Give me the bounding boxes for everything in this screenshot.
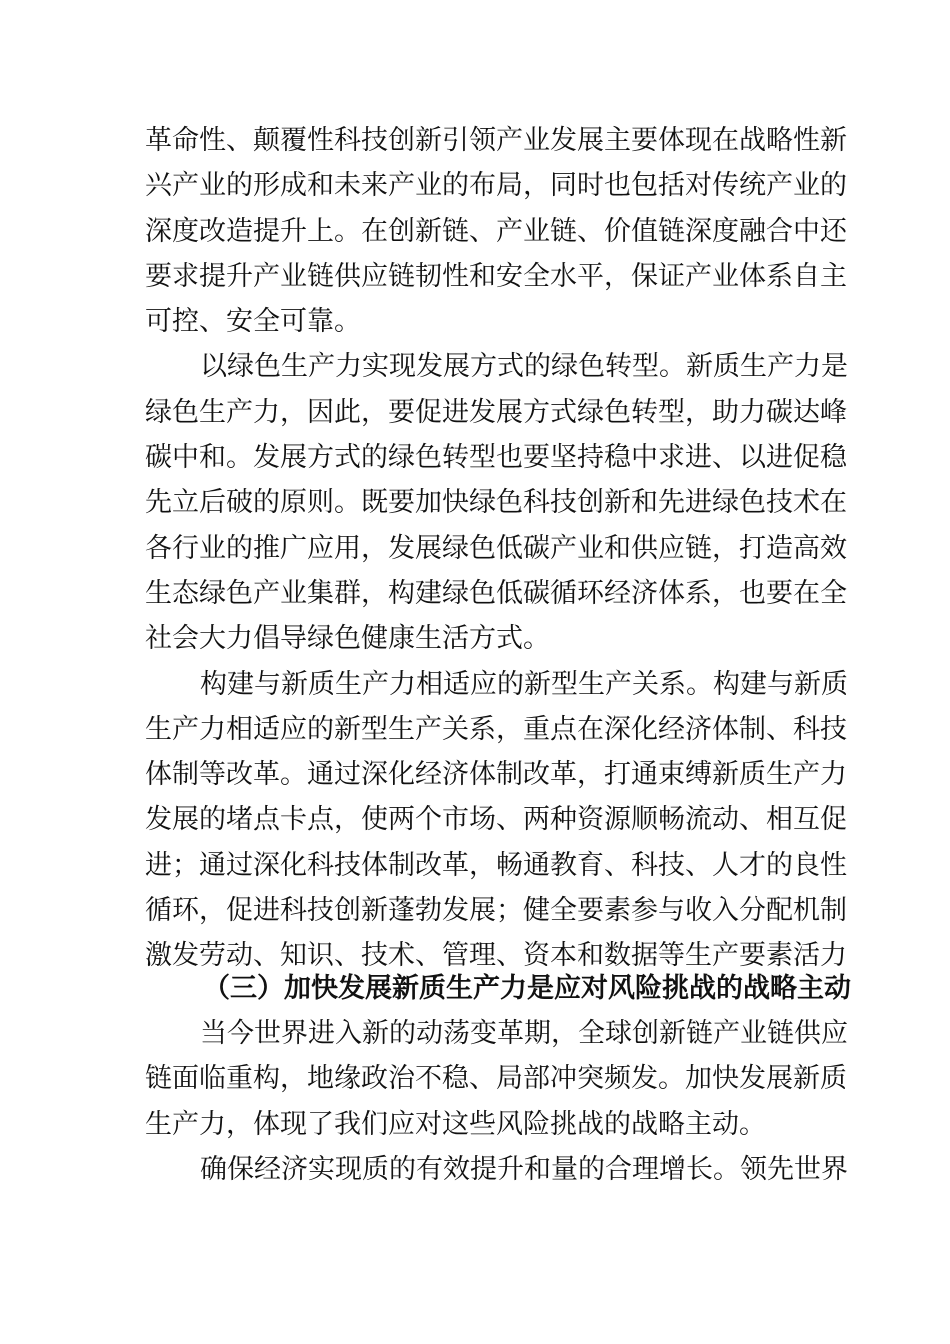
text-line: 要求提升产业链供应链韧性和安全水平，保证产业体系自主 xyxy=(145,260,847,292)
text-line: 生产力相适应的新型生产关系，重点在深化经济体制、科技 xyxy=(145,713,847,745)
text-line: 先立后破的原则。既要加快绿色科技创新和先进绿色技术在 xyxy=(145,487,847,519)
document-body xyxy=(145,118,851,1192)
text-line: 深度改造提升上。在创新链、产业链、价值链深度融合中还 xyxy=(145,215,847,247)
text-line: 循环，促进科技创新蓬勃发展；健全要素参与收入分配机制 xyxy=(145,895,847,927)
text-line: 可控、安全可靠。 xyxy=(145,306,361,338)
text-line: 社会大力倡导绿色健康生活方式。 xyxy=(145,623,550,655)
text-line: 发展的堵点卡点，使两个市场、两种资源顺畅流动、相互促 xyxy=(145,804,847,836)
text-line: 革命性、颠覆性科技创新引领产业发展主要体现在战略性新 xyxy=(145,125,847,156)
text-line: 链面临重构，地缘政治不稳、局部冲突频发。加快发展新质 xyxy=(145,1063,847,1095)
text-line: 各行业的推广应用，发展绿色低碳产业和供应链，打造高效 xyxy=(145,532,847,564)
text-line: 激发劳动、知识、技术、管理、资本和数据等生产要素活力 xyxy=(145,940,847,972)
text-line: 生态绿色产业集群，构建绿色低碳循环经济体系，也要在全 xyxy=(145,577,847,609)
section-heading: （三）加快发展新质生产力是应对风险挑战的战略主动 xyxy=(203,972,851,1004)
text-line: 确保经济实现质的有效提升和量的合理增长。领先世界 xyxy=(200,1153,848,1185)
text-line: 兴产业的形成和未来产业的布局，同时也包括对传统产业的 xyxy=(145,170,847,202)
text-line: 体制等改革。通过深化经济体制改革，打通束缚新质生产力 xyxy=(145,759,847,791)
text-line: 进；通过深化科技体制改革，畅通教育、科技、人才的良性 xyxy=(145,849,847,881)
text-line: 以绿色生产力实现发展方式的绿色转型。新质生产力是 xyxy=(200,351,848,383)
text-line: 碳中和。发展方式的绿色转型也要坚持稳中求进、以进促稳 xyxy=(145,442,847,474)
text-line: 生产力，体现了我们应对这些风险挑战的战略主动。 xyxy=(145,1108,766,1140)
text-line: 构建与新质生产力相适应的新型生产关系。构建与新质 xyxy=(200,668,848,700)
text-line: 当今世界进入新的动荡变革期，全球创新链产业链供应 xyxy=(200,1017,848,1049)
text-line: 绿色生产力，因此，要促进发展方式绿色转型，助力碳达峰 xyxy=(145,396,847,428)
